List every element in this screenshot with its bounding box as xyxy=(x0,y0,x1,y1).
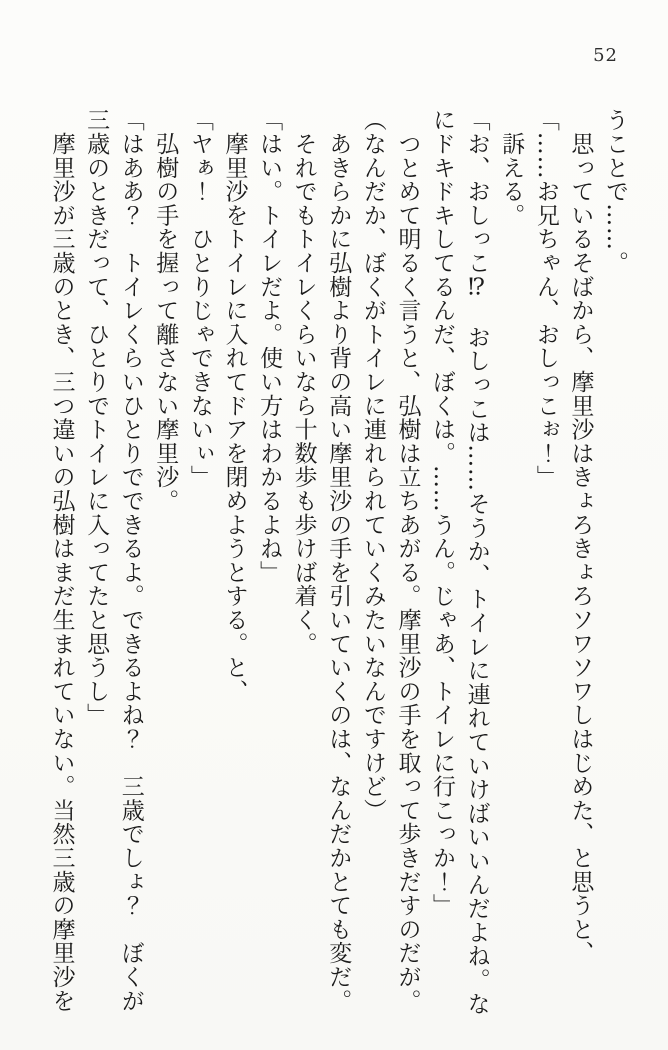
text-column-7: つとめて明るく言うと、弘樹は立ちあがる。摩里沙の手を取って歩きだすのだが。 xyxy=(394,108,421,1013)
text-column-15: 「はああ？ トイレくらいひとりでできるよ。できるよね？ 三歳でしょ？ ぼくが xyxy=(117,108,144,1013)
text-column-12: 摩里沙をトイレに入れてドアを閉めようとする。と、 xyxy=(221,108,248,703)
page-text xyxy=(44,108,632,1014)
text-column-13: 「ヤぁ！ ひとりじゃできないぃ」 xyxy=(186,108,213,489)
text-column-6: にドキドキしてるんだ、ぼくは。……うん。じゃあ、トイレに行こっか！」 xyxy=(429,108,456,918)
text-column-14: 弘樹の手を握って離さない摩里沙。 xyxy=(152,108,179,513)
text-column-17: 摩里沙が三歳のとき、三つ違いの弘樹はまだ生まれていない。当然三歳の摩里沙を xyxy=(48,108,75,1013)
text-column-4: 訴える。 xyxy=(498,108,525,227)
text-column-1: うことで……。 xyxy=(602,108,628,275)
page-number: 52 xyxy=(593,45,618,66)
text-column-5: 「お、おしっこ⁉ おしっこは……そうか、トイレに連れていけばいいんだよね。な xyxy=(463,108,490,1016)
text-column-16: 三歳のときだって、ひとりでトイレに入ってたと思うし」 xyxy=(83,108,110,727)
text-column-11: 「はい。トイレだよ。使い方はわかるよね」 xyxy=(256,108,283,584)
text-column-10: それでもトイレくらいなら十数歩も歩けば着く。 xyxy=(290,108,317,656)
text-column-3: 「……お兄ちゃん、おしっこぉ！」 xyxy=(532,108,559,489)
text-column-8: （なんだか、ぼくがトイレに連れられていくみたいなんですけど） xyxy=(359,108,386,822)
text-column-9: あきらかに弘樹より背の高い摩里沙の手を引いていくのは、なんだかとても変だ。 xyxy=(325,108,352,1013)
text-column-2: 思っているそばから、摩里沙はきょろきょろソワソワしはじめた、と思うと、 xyxy=(567,108,594,965)
